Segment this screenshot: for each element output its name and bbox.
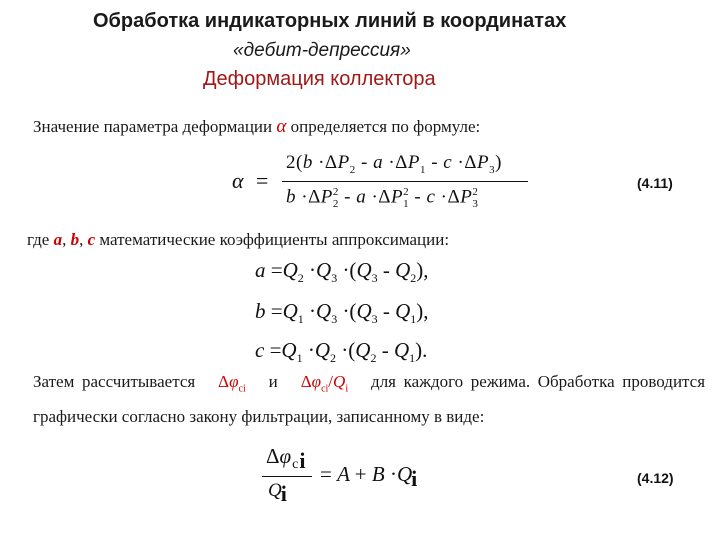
eq-coef-a: $a =Q_2 \cdot Q_3 \cdot(Q_3 - Q_2)$, bbox=[255, 258, 429, 286]
eq-4-11-numerator: $2(b \cdot\Delta P_2 - a \cdot\Delta P_1 - c \cdot\Delta P_3)$ bbox=[286, 152, 502, 176]
eq-coef-b: $b =Q_1 \cdot Q_3 \cdot(Q_3 - Q_1)$, bbox=[255, 299, 429, 327]
eq-coef-c: $c =Q_1 \cdot Q_2 \cdot(Q_2 - Q_1)$. bbox=[255, 338, 428, 366]
eq-4-12-rhs: = $A + B \cdot Q_i$ bbox=[320, 462, 418, 492]
intro-line bbox=[33, 116, 480, 138]
eq-4-12-fraction-bar bbox=[262, 476, 312, 477]
page-title: Обработка индикаторных линий в координатах bbox=[93, 10, 567, 32]
eq-4-11-lhs: α = bbox=[232, 168, 270, 193]
alpha-symbol: α bbox=[276, 116, 287, 137]
para-and: и bbox=[268, 372, 278, 391]
eq-4-12-denominator: $Q_i$ bbox=[268, 480, 287, 506]
coef-prefix: где bbox=[27, 230, 50, 249]
intro-text-after: определяется по формуле: bbox=[290, 117, 481, 136]
coef-c: c bbox=[87, 230, 96, 249]
para-then-1: Затем рассчитывается bbox=[33, 372, 196, 391]
coef-a: a bbox=[53, 230, 63, 249]
eq-4-12-numerator: $\Delta\varphi_{ci}$ bbox=[266, 444, 306, 474]
page-subtitle: «дебит-депрессия» bbox=[233, 40, 411, 61]
eq-4-12-number: (4.12) bbox=[637, 470, 674, 486]
procedure-paragraph bbox=[33, 368, 705, 431]
para-then-2: для каждого режима. Обработка проводится графически согласно закону фильтрации, записанному в виде: bbox=[33, 372, 706, 427]
section-title: Деформация коллектора bbox=[203, 68, 436, 90]
eq-4-11-denominator: $b \cdot\Delta P_2^2 - a \cdot\Delta P_1^2 - c \cdot\Delta P_3^2$ bbox=[286, 186, 479, 211]
coefficients-line: где a, b, c математические коэффициенты аппроксимации: bbox=[27, 230, 450, 249]
eq-4-11-number: (4.11) bbox=[637, 175, 673, 191]
inline-dphi-over-q: $\Delta\varphi_{ci}/Q_i$ bbox=[300, 372, 349, 395]
intro-text-before: Значение параметра деформации bbox=[33, 117, 273, 136]
coef-b: b bbox=[70, 230, 80, 249]
eq-4-11-fraction-bar bbox=[282, 181, 528, 182]
inline-dphi: $\Delta\varphi_{ci}$ bbox=[218, 372, 246, 395]
coef-suffix: математические коэффициенты аппроксимации: bbox=[99, 230, 450, 249]
